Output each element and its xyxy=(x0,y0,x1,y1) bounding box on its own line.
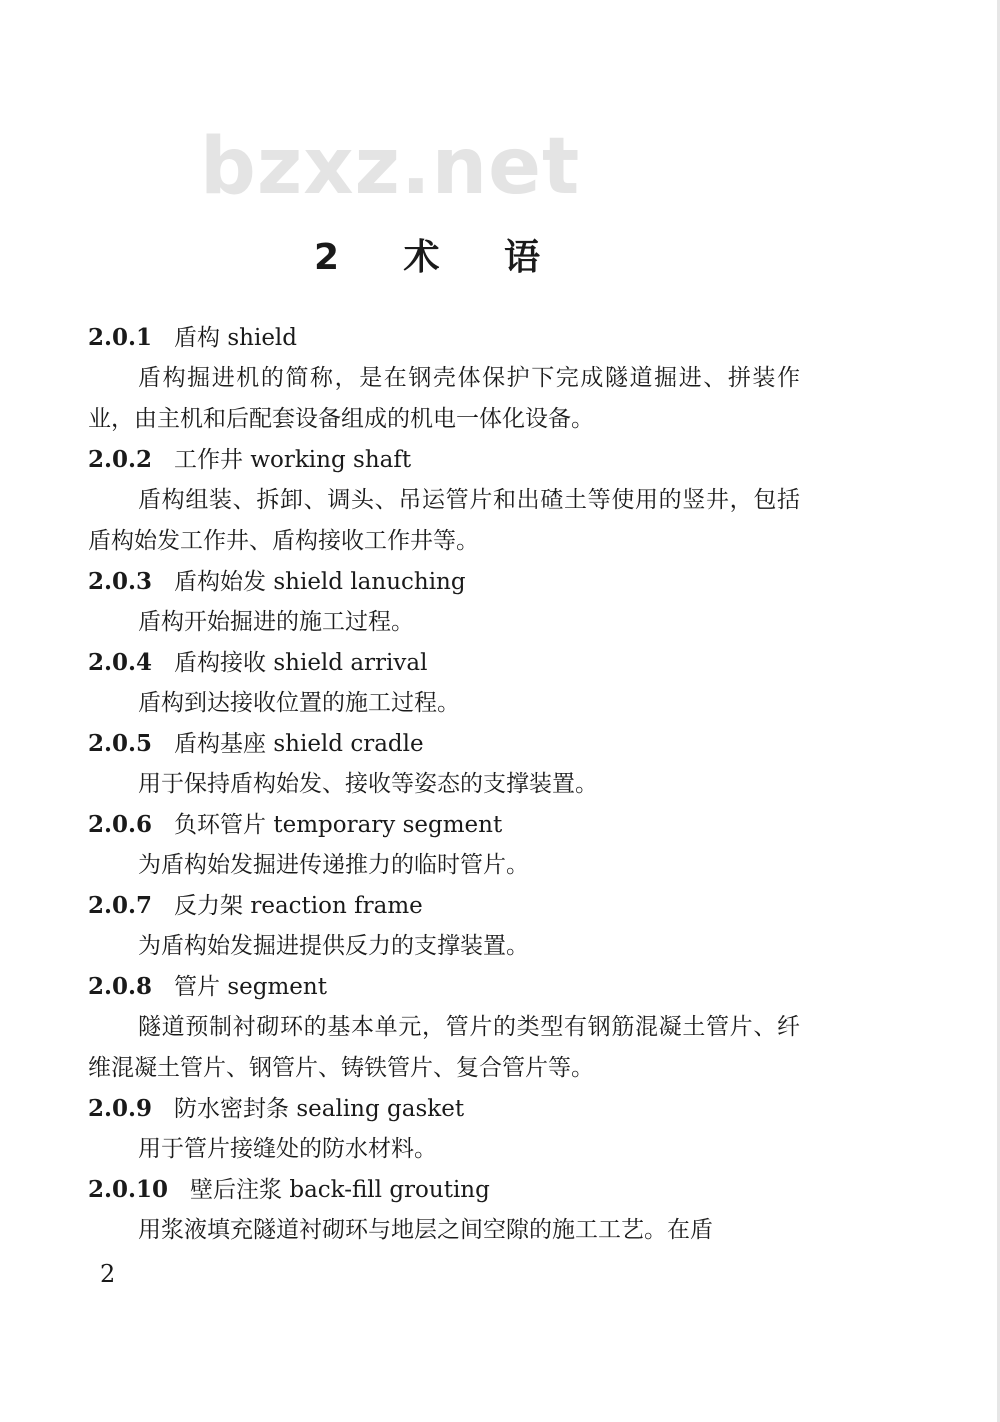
term-definition: 用于保持盾构始发、接收等姿态的支撑装置。 xyxy=(138,771,598,797)
term-number: 2.0.7 xyxy=(88,892,153,919)
term-definition: 用浆液填充隧道衬砌环与地层之间空隙的施工工艺。在盾 xyxy=(138,1217,713,1243)
term-heading xyxy=(88,643,800,683)
term-definition: 盾构组装、拆卸、调头、吊运管片和出碴土等使用的竖井，包括盾构始发工作井、盾构接收工作井等。 xyxy=(88,487,800,554)
term-title: 负环管片 temporary segment xyxy=(174,812,503,838)
term-number: 2.0.5 xyxy=(88,730,153,757)
term-definition: 盾构到达接收位置的施工过程。 xyxy=(138,690,460,716)
term-2-0-2 xyxy=(88,440,800,562)
term-number: 2.0.3 xyxy=(88,568,153,595)
term-title: 工作井 working shaft xyxy=(174,447,412,473)
term-heading xyxy=(88,318,800,358)
term-heading xyxy=(88,967,800,1007)
term-number: 2.0.9 xyxy=(88,1095,153,1122)
term-2-0-3 xyxy=(88,562,800,643)
term-number: 2.0.2 xyxy=(88,446,153,473)
term-number: 2.0.8 xyxy=(88,973,153,1000)
term-2-0-1 xyxy=(88,318,800,440)
term-title: 盾构接收 shield arrival xyxy=(174,650,428,676)
term-2-0-6 xyxy=(88,805,800,886)
term-title: 防水密封条 sealing gasket xyxy=(174,1096,465,1122)
page-number: 2 xyxy=(100,1260,116,1288)
term-number: 2.0.10 xyxy=(88,1176,169,1203)
term-number: 2.0.4 xyxy=(88,649,153,676)
term-heading xyxy=(88,724,800,764)
term-heading xyxy=(88,562,800,602)
term-title: 盾构始发 shield lanuching xyxy=(174,569,466,595)
term-heading xyxy=(88,805,800,845)
term-definition: 为盾构始发掘进传递推力的临时管片。 xyxy=(138,852,529,878)
term-definition: 盾构开始掘进的施工过程。 xyxy=(138,609,414,635)
term-heading xyxy=(88,1170,800,1210)
term-number: 2.0.6 xyxy=(88,811,153,838)
term-number: 2.0.1 xyxy=(88,324,153,351)
term-definition: 隧道预制衬砌环的基本单元，管片的类型有钢筋混凝土管片、纤维混凝土管片、钢管片、铸铁管片、复合管片等。 xyxy=(88,1014,800,1081)
term-2-0-5 xyxy=(88,724,800,805)
terms-list xyxy=(88,318,800,1251)
term-2-0-9 xyxy=(88,1089,800,1170)
chapter-title: 2 术 语 xyxy=(313,237,567,278)
term-title: 盾构基座 shield cradle xyxy=(174,731,424,757)
watermark: bzxz.net xyxy=(200,122,581,212)
term-title: 反力架 reaction frame xyxy=(174,893,423,919)
term-heading xyxy=(88,1089,800,1129)
term-2-0-4 xyxy=(88,643,800,724)
term-definition: 用于管片接缝处的防水材料。 xyxy=(138,1136,437,1162)
term-heading xyxy=(88,886,800,926)
term-2-0-7 xyxy=(88,886,800,967)
term-2-0-8 xyxy=(88,967,800,1089)
term-heading xyxy=(88,440,800,480)
term-definition: 为盾构始发掘进提供反力的支撑装置。 xyxy=(138,933,529,959)
term-title: 管片 segment xyxy=(174,974,327,1000)
term-2-0-10 xyxy=(88,1170,800,1251)
term-title: 壁后注浆 back-fill grouting xyxy=(190,1177,490,1203)
term-title: 盾构 shield xyxy=(174,325,298,351)
term-definition: 盾构掘进机的简称，是在钢壳体保护下完成隧道掘进、拼装作业，由主机和后配套设备组成的机电一体化设备。 xyxy=(88,365,800,432)
